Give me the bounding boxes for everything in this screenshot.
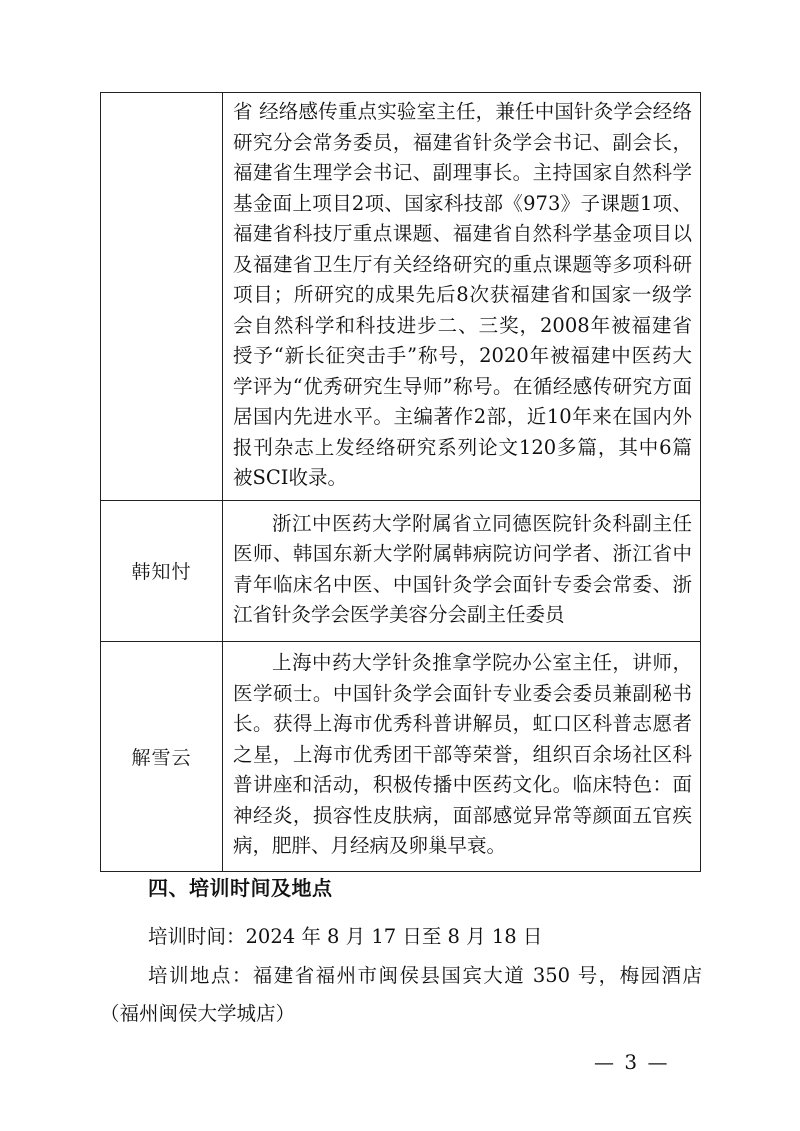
table-row [101, 93, 701, 501]
page-number: — 3 — [594, 1050, 670, 1074]
expert-description: 上海中药大学针灸推拿学院办公室主任，讲师，医学硕士。中国针灸学会面针专业委会委员兼副秘书长。获得上海市优秀科普讲解员，虹口区科普志愿者之星，上海市优秀团干部等荣誉，组织百余场社区科普讲座和活动，积极传播中医药文化。临床特色：面神经炎，损容性皮肤病，面部感觉异常等颜面五官疾病，肥胖、月经病及卵巢早衰。 [233, 651, 692, 858]
table-row [101, 641, 701, 871]
expert-name-cell: 韩知忖 [101, 500, 223, 641]
expert-name-cell [101, 93, 223, 501]
expert-description: 浙江中医药大学附属省立同德医院针灸科副主任医师、韩国东新大学附属韩病院访问学者、浙江省中青年临床名中医、中国针灸学会面针专委会常委、浙江省针灸学会医学美容分会副主任委员 [233, 511, 692, 626]
training-place-line [100, 957, 702, 1033]
training-place-label: 培训地点： [148, 964, 253, 987]
expert-bio-table [100, 92, 701, 872]
expert-description-cell [223, 641, 701, 871]
training-time-line [100, 918, 702, 956]
expert-description-cell [223, 93, 701, 501]
table-row [101, 500, 701, 641]
training-time-label: 培训时间： [148, 925, 246, 948]
training-place-value: 福建省福州市闽侯县国宾大道 350 号，梅园酒店（福州闽侯大学城店） [100, 964, 702, 1025]
expert-description: 省 经络感传重点实验室主任，兼任中国针灸学会经络研究分会常务委员，福建省针灸学会书记、副会长，福建省生理学会书记、副理事长。主持国家自然科学基金面上项目2项、国家科技部《973》子课题1项、福建省科技厅重点课题、福建省自然科学基金项目以及福建省卫生厅有关经络研究的重点课题等多项科研项目；所研究的成果先后8次获福建省和国家一级学会自然科学和科技进步二、三奖，2008年被福建省授予“新长征突击手”称号，2020年被福建中医药大学评为“优秀研究生导师”称号。在循经感传研究方面居国内先进水平。主编著作2部，近10年来在国内外报刊杂志上发经络研究系列论文120多篇，其中6篇被SCI收录。 [233, 100, 692, 489]
expert-name-cell: 解雪云 [101, 641, 223, 871]
expert-description-cell [223, 500, 701, 641]
training-time-value: 2024 年 8 月 17 日至 8 月 18 日 [245, 925, 543, 948]
section-heading: 四、培训时间及地点 [148, 876, 333, 900]
